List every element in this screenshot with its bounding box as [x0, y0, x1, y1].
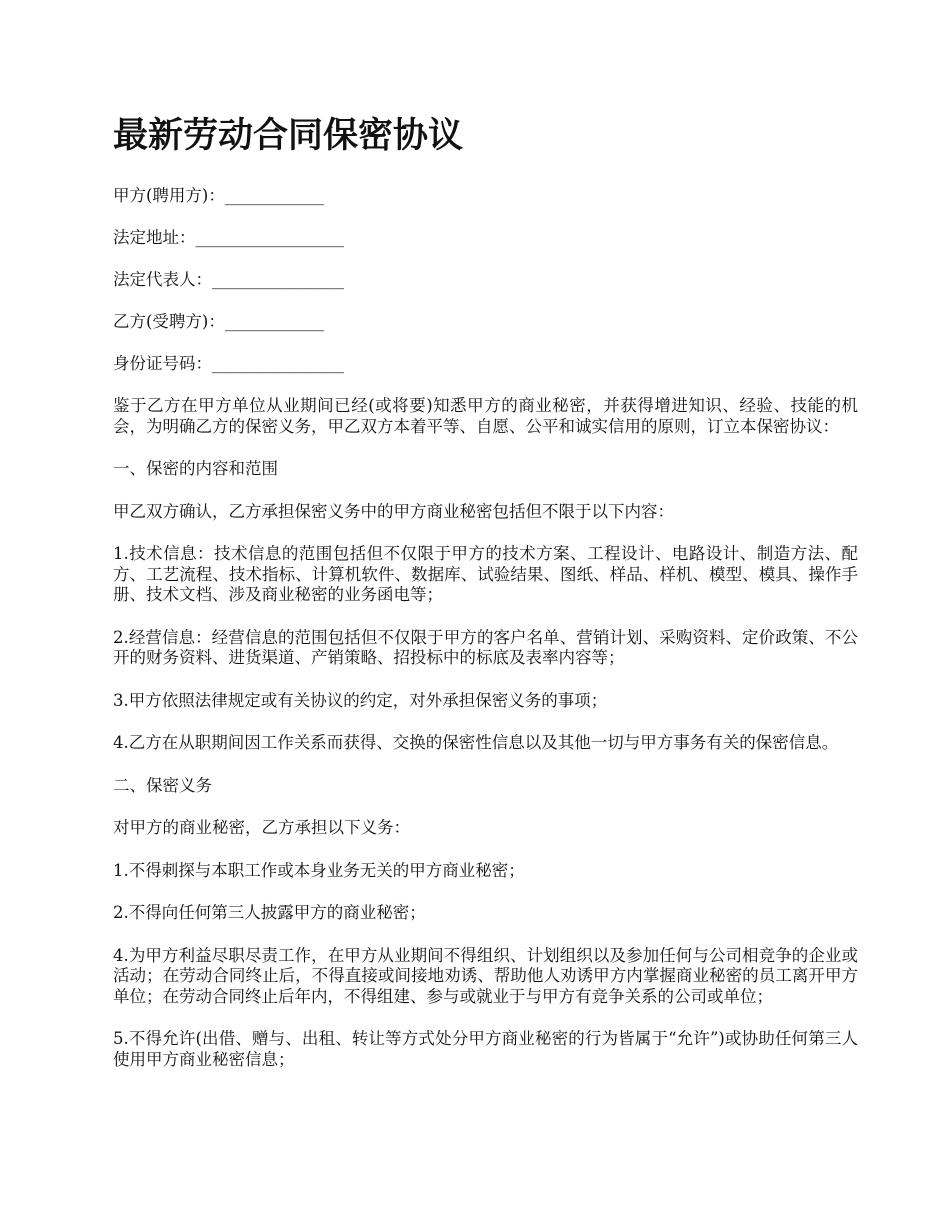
field-blank: ________________ [212, 354, 344, 373]
list-item: 4.乙方在从职期间因工作关系而获得、交换的保密性信息以及其他一切与甲方事务有关的保密信息。 [113, 733, 839, 752]
list-item: 2.不得向任何第三人披露甲方的商业秘密； [113, 903, 426, 922]
document-title: 最新劳动合同保密协议 [113, 115, 464, 156]
field-blank: __________________ [195, 228, 344, 247]
list-item: 2.经营信息：经营信息的范围包括但不仅限于甲方的客户名单、营销计划、采购资料、定价政策、不公开的财务资料、进货渠道、产销策略、招投标中的标底及表率内容等； [113, 627, 858, 667]
list-item: 1.不得刺探与本职工作或本身业务无关的甲方商业秘密； [113, 860, 525, 880]
field-blank: ________________ [212, 270, 344, 289]
legal-representative-field [113, 270, 858, 290]
field-label: 法定代表人： [113, 270, 212, 289]
list-item: 3.甲方依照法律规定或有关协议的约定，对外承担保密义务的事项； [113, 690, 608, 710]
field-blank: ____________ [224, 312, 324, 331]
field-label: 身份证号码： [113, 354, 212, 373]
body-paragraph: 甲乙双方确认，乙方承担保密义务中的甲方商业秘密包括但不限于以下内容： [113, 501, 674, 521]
id-number-field [113, 354, 858, 374]
legal-address-field [113, 228, 858, 248]
field-label: 法定地址： [113, 228, 196, 247]
section-heading: 一、保密的内容和范围 [113, 459, 278, 478]
list-item: 4.为甲方利益尽职尽责工作，在甲方从业期间不得组织、计划组织以及参加任何与公司相竞争的企业或活动；在劳动合同终止后，不得直接或间接地劝诱、帮助他人劝诱甲方内掌握商业秘密的员工离开甲方单位；在劳动合同终止后年内，不得组建、参与或就业于与甲方有竞争关系的公司或单位； [113, 945, 858, 1006]
body-paragraph: 对甲方的商业秘密，乙方承担以下义务： [113, 818, 410, 837]
party-b-field [113, 312, 858, 332]
section-heading: 二、保密义务 [113, 775, 212, 795]
list-item: 5.不得允许(出借、赠与、出租、转让等方式处分甲方商业秘密的行为皆属于“允许”)或协助任何第三人使用甲方商业秘密信息； [113, 1029, 858, 1069]
list-item: 1.技术信息：技术信息的范围包括但不仅限于甲方的技术方案、工程设计、电路设计、制造方法、配方、工艺流程、技术指标、计算机软件、数据库、试验结果、图纸、样品、样机、模型、模具、操作手册、技术文档、涉及商业秘密的业务函电等； [113, 544, 858, 604]
field-blank: ____________ [224, 186, 324, 205]
party-a-field [113, 186, 858, 206]
field-label: 甲方(聘用方)： [113, 186, 225, 205]
preamble-paragraph: 鉴于乙方在甲方单位从业期间已经(或将要)知悉甲方的商业秘密，并获得增进知识、经验、技能的机会，为明确乙方的保密义务，甲乙双方本着平等、自愿、公平和诚实信用的原则，订立本保密协议： [113, 396, 858, 436]
document-body [113, 110, 858, 1092]
field-label: 乙方(受聘方)： [113, 312, 225, 331]
